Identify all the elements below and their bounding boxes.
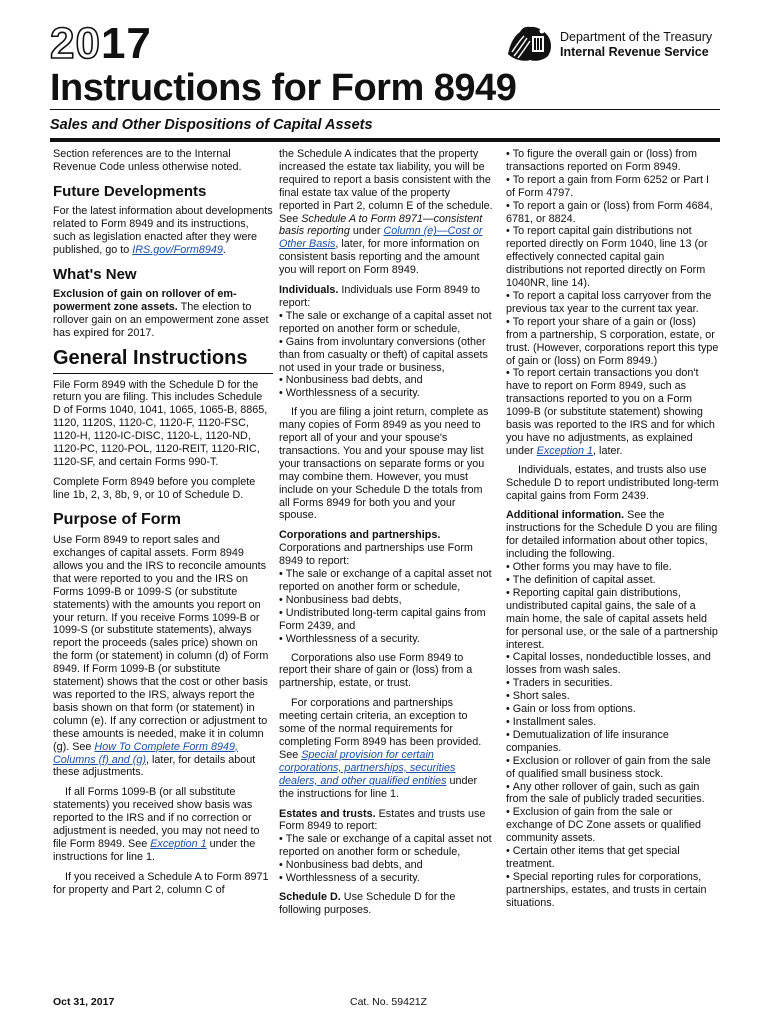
irs-eagle-logo-icon: [506, 24, 554, 64]
list-item: • To report certain transactions you don't have to report on Form 8949, such as transactions reported to you on a Form 1099-B (or substitute statement) showing basis was reported to the IRS and for which you have no adjustments, as explained under Exception 1, later.: [506, 367, 720, 457]
whats-new-heading: What's New: [53, 265, 137, 283]
individuals-list: [279, 310, 493, 400]
estates-intro: Estates and trusts. Estates and trusts use Form 8949 to report:: [279, 807, 486, 833]
list-item: • The sale or exchange of a capital asset not reported on another form or schedule,: [279, 310, 493, 336]
list-item: • To report a gain or (loss) from Form 4684, 6781, or 8824.: [506, 200, 720, 226]
purpose-p1: Use Form 8949 to report sales and exchanges of capital assets. Form 8949 allows you and the IRS to reconcile amounts that were reported to you and the IRS on Forms 1099-B or 1099-S (or substitute statements) with the amounts you report on your return. If you receive Forms 1099-B or 1099-S (or substitute statements), always report the proceeds (sales price) shown on the form (or statement) in column (d) of Form 8949. If Form 1099-B (or substitute statement) shows that the cost or other basis was reported to the IRS, always report the basis shown on that form (or statement) in column (e). If any correction or adjustment to these amounts is needed, make it in column (g). See How To Complete Form 8949, Columns (f) and (g), later, for details about these adjustments.: [53, 534, 269, 779]
list-item: • Special reporting rules for corporations, partnerships, estates, and trusts in certain situations.: [506, 871, 720, 910]
whats-new-text: Exclusion of gain on rollover of em-powerment zone assets. The election to rollover gain on an empowerment zone asset has expired for 2017.: [53, 287, 269, 339]
corporations-p3: For corporations and partnerships meeting certain criteria, an exception to some of the normal requirements for completing Form 8949 has been provided. See Special provision for certain corporations, partnerships, securities dealers, and other qualified entities under the instructions for line 1.: [279, 697, 482, 800]
catalog-number: Cat. No. 59421Z: [350, 996, 428, 1008]
additional-topics-list: [506, 561, 720, 909]
list-item: • Exclusion or rollover of gain from the sale of qualified small business stock.: [506, 755, 720, 781]
list-item: • Worthlessness of a security.: [279, 633, 493, 646]
list-item: • Certain other items that get special treatment.: [506, 845, 720, 871]
joint-return-text: If you are filing a joint return, complete as many copies of Form 8949 as you need to report all of your and your spouse's transactions. You and your spouse may list your transactions on separate forms or you may combine them. However, you must include on your Schedule D the totals from all Forms 8949 for both you and your spouse.: [279, 406, 489, 522]
purpose-p2: If all Forms 1099-B (or all substitute statements) you received show basis was reported to the IRS and if no correction or adjustment is needed, you may not need to file Form 8949. See Exception 1 under the instructions for line 1.: [53, 786, 260, 863]
additional-information-intro: Additional information. See the instructions for the Schedule D you are filing for detailed information about other topics, including the following.: [506, 509, 718, 561]
page-subtitle: Sales and Other Dispositions of Capital Assets: [50, 117, 373, 133]
purpose-p3: If you received a Schedule A to Form 8971 for property and Part 2, column C of: [53, 870, 269, 896]
year-prefix: 20: [50, 19, 101, 68]
list-item: • To report your share of a gain or (loss) from a partnership, S corporation, estate, or trust. (However, corporations report this type of gain or (loss) on Form 8949.): [506, 316, 720, 368]
estates-list: [279, 833, 493, 885]
future-developments-heading: Future Developments: [53, 182, 207, 200]
corporations-p2: Corporations also use Form 8949 to report their share of gain or (loss) from a partnership, estate, or trust.: [279, 651, 473, 690]
list-item: • To report a gain from Form 6252 or Part I of Form 4797.: [506, 174, 720, 200]
general-instructions-p1: File Form 8949 with the Schedule D for the return you are filing. This includes Schedule D of Forms 1040, 1041, 1065, 1065-B, 8865, 1120, 1120S, 1120-C, 1120-F, 1120-FSC, 1120-H, 1120-IC-DISC, 1120-L, 1120-ND, 1120-PC, 1120-POL, 1120-REIT, 1120-RIC, 1120-SF, and certain Forms 990-T.: [53, 378, 268, 468]
column-1: [53, 148, 273, 904]
list-item: • Capital losses, nondeductible losses, and losses from wash sales.: [506, 651, 720, 677]
how-to-complete-link[interactable]: How To Complete Form 8949, Columns (f) and (g): [53, 740, 239, 766]
schedule-d-intro: Schedule D. Use Schedule D for the following purposes.: [279, 890, 456, 916]
exception-1-link[interactable]: Exception 1: [150, 837, 207, 850]
list-item: • Short sales.: [506, 690, 720, 703]
list-item: • Nonbusiness bad debts,: [279, 594, 493, 607]
list-item: • Nonbusiness bad debts, and: [279, 859, 493, 872]
individuals-intro: Individuals. Individuals use Form 8949 to report:: [279, 284, 481, 309]
list-item: • To report capital gain distributions not reported directly on Form 1040, line 13 (or effectively connected capital gain distributions not reported directly on Form 1040NR, line 14).: [506, 225, 720, 290]
purpose-heading: Purpose of Form: [53, 510, 182, 528]
column-e-link[interactable]: Column (e)—Cost or Other Basis: [279, 225, 483, 251]
list-item: • Reporting capital gain distributions, undistributed capital gains, the sale of a main home, the sale of capital assets held for personal use, or the sale of a partnership interest.: [506, 587, 720, 652]
list-item: • Nonbusiness bad debts, and: [279, 374, 493, 387]
list-item: • Exclusion of gain from the sale or exchange of DC Zone assets or qualified community assets.: [506, 806, 720, 845]
future-developments-text: For the latest information about developments related to Form 8949 and its instructions, such as legislation enacted after they were published, go to IRS.gov/Form8949.: [53, 205, 273, 256]
consistent-basis-text: the Schedule A indicates that the property increased the estate tax liability, you will be required to report a basis consistent with the final estate tax value of the property reported in Part 2, column E of the schedule. See Schedule A to Form 8971—consistent basis reporting under Column (e)—Cost or Other Basis, later, for more information on consistent basis reporting and the amount you will report on Form 8949.: [279, 148, 493, 277]
general-instructions-p2: Complete Form 8949 before you complete line 1b, 2, 3, 8b, 9, or 10 of Schedule D.: [53, 475, 256, 501]
list-item: • Worthlessness of a security.: [279, 872, 493, 885]
department-name: Department of the Treasury: [560, 30, 713, 44]
schedule-d-purposes-list: [506, 148, 720, 458]
intro-text: Section references are to the Internal Revenue Code unless otherwise noted.: [53, 148, 242, 173]
individuals-estates-text: Individuals, estates, and trusts also use Schedule D to report undistributed long-term capital gains from Form 2439.: [506, 463, 719, 502]
list-item: • The sale or exchange of a capital asset not reported on another form or schedule,: [279, 833, 493, 859]
form-year: [50, 19, 152, 68]
list-item: • To figure the overall gain or (loss) from transactions reported on Form 8949.: [506, 148, 720, 174]
list-item: • Any other rollover of gain, such as gain from the sale of publicly traded securities.: [506, 781, 720, 807]
list-item: • Traders in securities.: [506, 677, 720, 690]
list-item: • Demutualization of life insurance companies.: [506, 729, 720, 755]
list-item: • Gain or loss from options.: [506, 703, 720, 716]
list-item: • Gains from involuntary conversions (other than from casualty or theft) of capital assets not used in your trade or business,: [279, 336, 493, 375]
column-3: [506, 148, 720, 916]
general-instructions-heading: General Instructions: [53, 347, 273, 374]
exception-1-link[interactable]: Exception 1: [536, 444, 594, 457]
list-item: • Undistributed long-term capital gains from Form 2439, and: [279, 607, 493, 633]
agency-block: [560, 30, 712, 60]
year-suffix: 17: [100, 19, 152, 68]
header-rule-thick: [50, 138, 720, 142]
list-item: • Other forms you may have to file.: [506, 561, 720, 574]
list-item: • The sale or exchange of a capital asset not reported on another form or schedule,: [279, 568, 493, 594]
list-item: • The definition of capital asset.: [506, 574, 720, 587]
revision-date: Oct 31, 2017: [53, 996, 115, 1008]
page-title: Instructions for Form 8949: [50, 67, 517, 109]
corporations-list: [279, 568, 493, 645]
agency-name: Internal Revenue Service: [560, 45, 709, 59]
special-provision-link[interactable]: Special provision for certain corporations, partnerships, securities dealers, and other qualified entities: [279, 748, 456, 787]
list-item: • Worthlessness of a security.: [279, 387, 493, 400]
header-rule-top: [50, 109, 720, 110]
corporations-intro: Corporations and partnerships. Corporations and partnerships use Form 8949 to report:: [279, 529, 473, 568]
irs-form8949-link[interactable]: IRS.gov/Form8949: [132, 243, 223, 256]
list-item: • To report a capital loss carryover from the previous tax year to the current tax year.: [506, 290, 720, 316]
column-2: [279, 148, 493, 924]
list-item: • Installment sales.: [506, 716, 720, 729]
